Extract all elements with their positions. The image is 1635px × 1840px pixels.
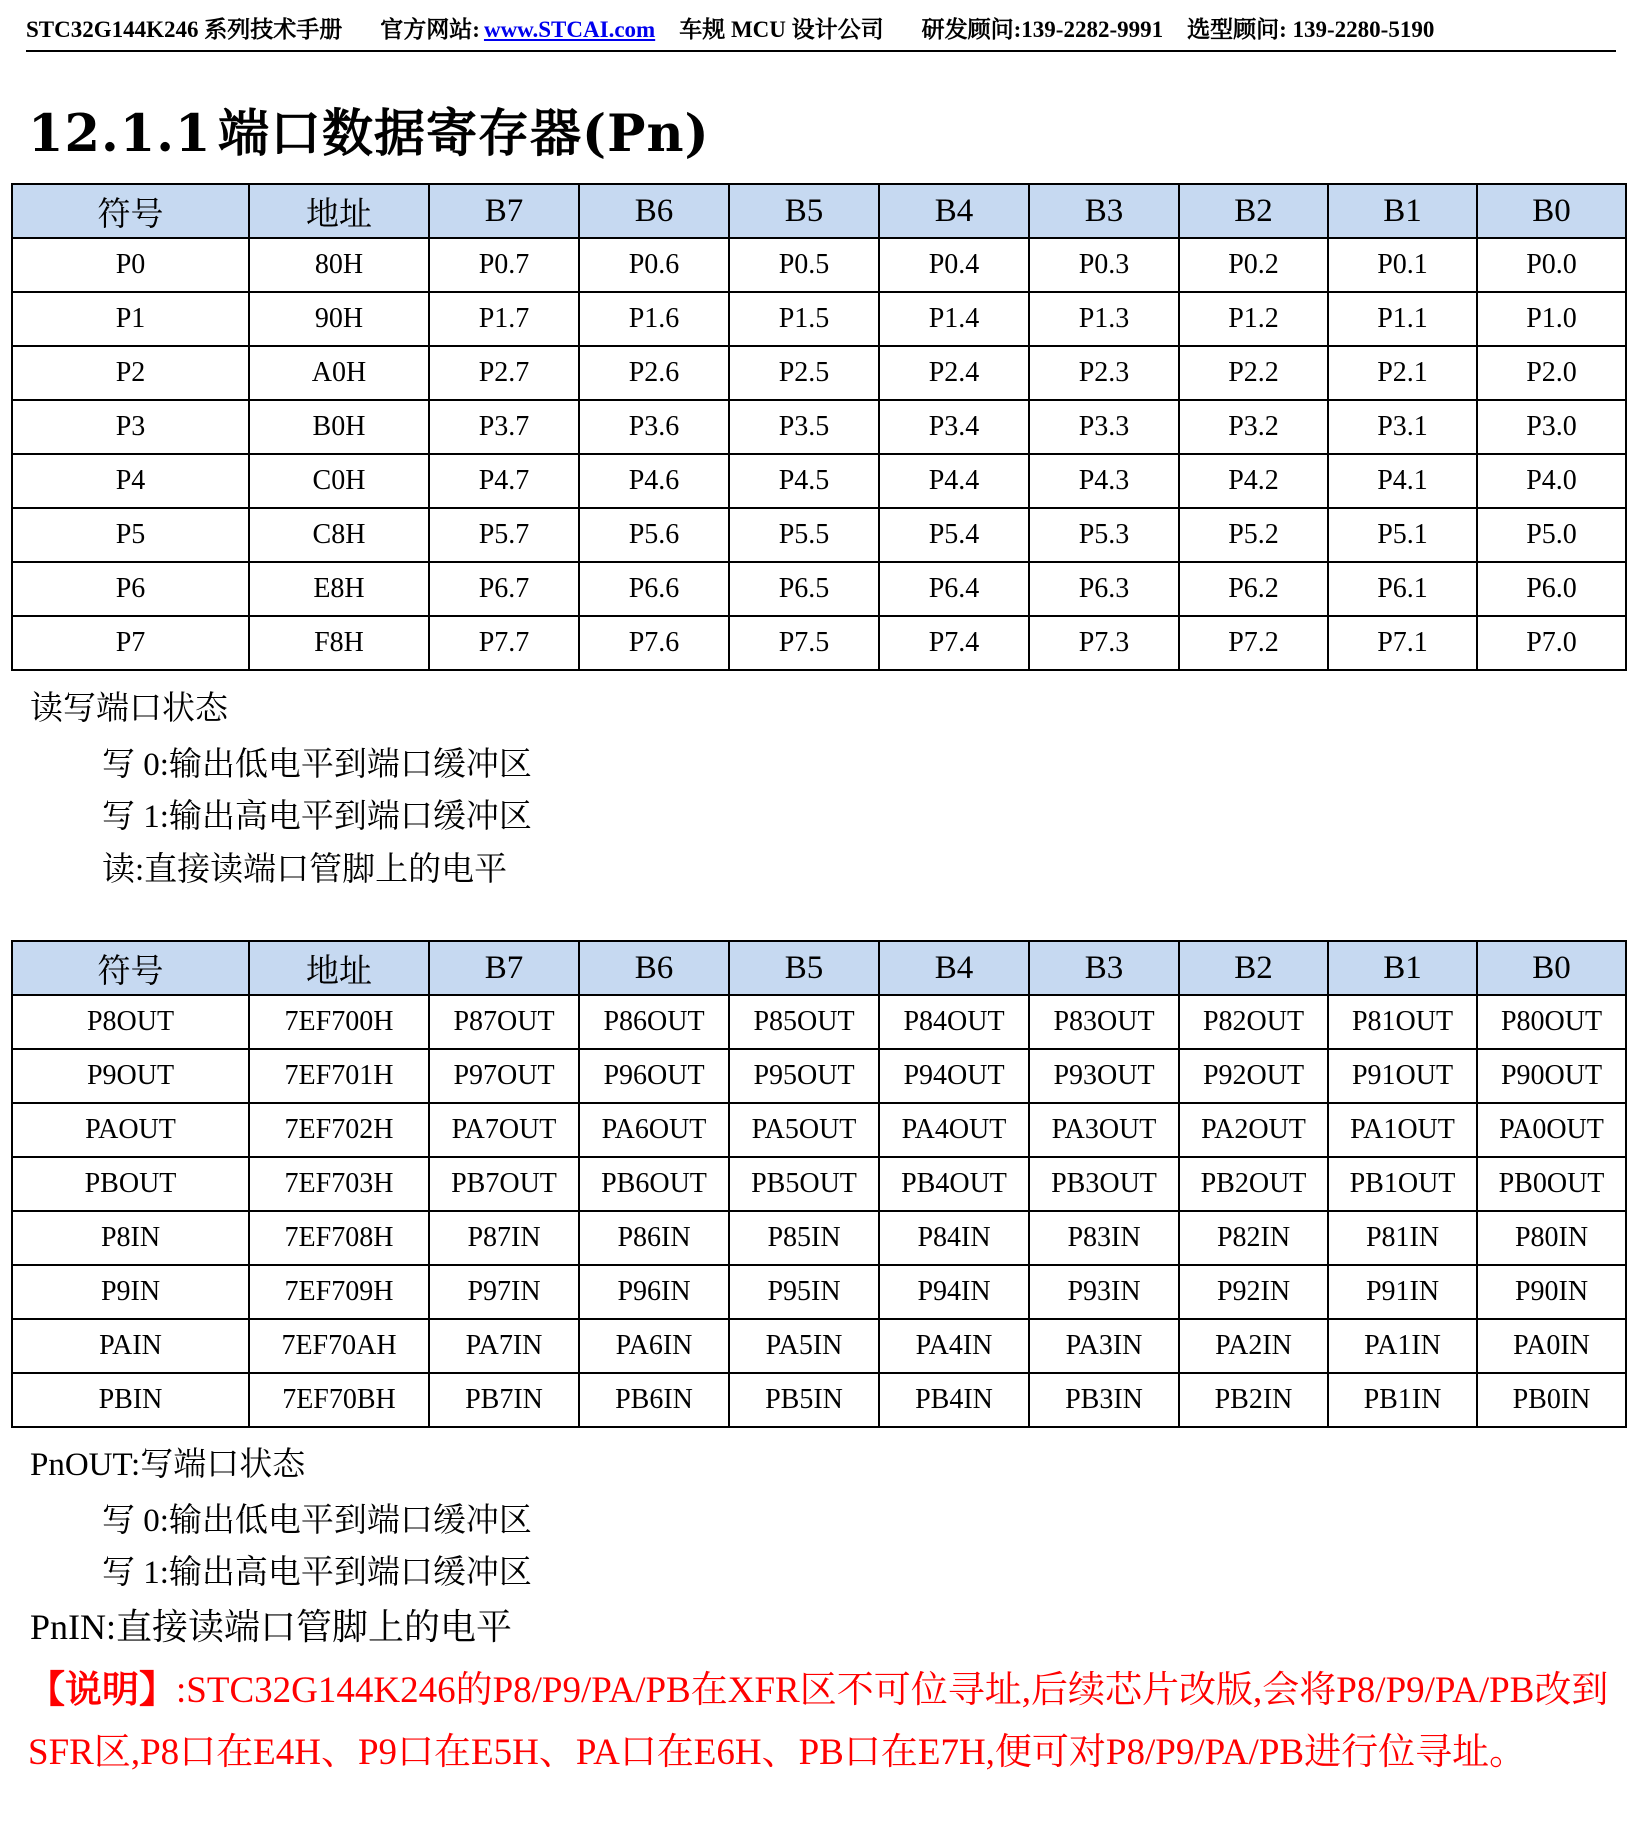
table-cell: PB2OUT (1179, 1157, 1328, 1211)
table-cell: PA4OUT (879, 1103, 1029, 1157)
table-cell: P1.2 (1179, 292, 1328, 346)
table-cell: PB2IN (1179, 1373, 1328, 1427)
desc2-write0: 写 0:输出低电平到端口缓冲区 (102, 1503, 532, 1539)
column-header: 符号 (12, 184, 249, 238)
note-text: :STC32G144K246的P8/P9/PA/PB在XFR区不可位寻址,后续芯片改版,会将P8/P9/PA/PB改到SFR区,P8口在E4H、P9口在E5H、PA口在E6H、PB口在E7H,便可对P8/P9/PA/PB进行位寻址。 (28, 1670, 1609, 1773)
table-cell: PA4IN (879, 1319, 1029, 1373)
table-cell: P6.7 (429, 562, 579, 616)
table-cell: P2.4 (879, 346, 1029, 400)
table-cell: P83OUT (1029, 995, 1179, 1049)
table-cell: P6.3 (1029, 562, 1179, 616)
table-header-row (12, 184, 1626, 238)
table-cell: P5.4 (879, 508, 1029, 562)
table-cell: P2.3 (1029, 346, 1179, 400)
table-cell: P97IN (429, 1265, 579, 1319)
table-cell: P82IN (1179, 1211, 1328, 1265)
table-cell: P6 (12, 562, 249, 616)
table-cell: PA0OUT (1477, 1103, 1626, 1157)
table-cell: P5 (12, 508, 249, 562)
table-cell: PAIN (12, 1319, 249, 1373)
table-cell: 7EF702H (249, 1103, 429, 1157)
table-cell: P1 (12, 292, 249, 346)
column-header: B4 (879, 941, 1029, 995)
table-cell: PA7OUT (429, 1103, 579, 1157)
table-row (12, 508, 1626, 562)
table-cell: PB0OUT (1477, 1157, 1626, 1211)
column-header: B4 (879, 184, 1029, 238)
table-cell: P1.0 (1477, 292, 1626, 346)
table-cell: PA5OUT (729, 1103, 879, 1157)
table-cell: P0.0 (1477, 238, 1626, 292)
table-cell: P2 (12, 346, 249, 400)
table-cell: P85IN (729, 1211, 879, 1265)
table-cell: P4.6 (579, 454, 729, 508)
table-cell: P0.5 (729, 238, 879, 292)
column-header: B1 (1328, 184, 1477, 238)
table-cell: P4.1 (1328, 454, 1477, 508)
table-row (12, 454, 1626, 508)
table-cell: P5.0 (1477, 508, 1626, 562)
table-cell: PA7IN (429, 1319, 579, 1373)
table-cell: P7.6 (579, 616, 729, 670)
column-header: B3 (1029, 184, 1179, 238)
table-row (12, 292, 1626, 346)
table-cell: P80OUT (1477, 995, 1626, 1049)
table-cell: P2.5 (729, 346, 879, 400)
column-header: B0 (1477, 184, 1626, 238)
table-cell: P0.3 (1029, 238, 1179, 292)
section-number: 12.1.1 (28, 104, 212, 164)
table-cell: P86IN (579, 1211, 729, 1265)
table-cell: P92IN (1179, 1265, 1328, 1319)
table-cell: PA6OUT (579, 1103, 729, 1157)
rd-contact: 研发顾问:139-2282-9991 (921, 17, 1164, 42)
table-cell: P3.2 (1179, 400, 1328, 454)
table-cell: P0.7 (429, 238, 579, 292)
table-cell: P7.2 (1179, 616, 1328, 670)
table-cell: P3.5 (729, 400, 879, 454)
table-cell: PB7OUT (429, 1157, 579, 1211)
table-cell: PB5OUT (729, 1157, 879, 1211)
table-cell: P2.7 (429, 346, 579, 400)
table-cell: P3.7 (429, 400, 579, 454)
table-row (12, 238, 1626, 292)
table-cell: P7.7 (429, 616, 579, 670)
table-cell: PB6IN (579, 1373, 729, 1427)
table-cell: P7.5 (729, 616, 879, 670)
table-cell: P92OUT (1179, 1049, 1328, 1103)
column-header: 地址 (249, 184, 429, 238)
table-cell: P9IN (12, 1265, 249, 1319)
table-cell: P4.2 (1179, 454, 1328, 508)
manual-title: STC32G144K246 系列技术手册 (26, 17, 343, 42)
table-cell: 7EF701H (249, 1049, 429, 1103)
table-cell: PB4IN (879, 1373, 1029, 1427)
table-cell: P0.4 (879, 238, 1029, 292)
site-label: 官方网站: (380, 17, 480, 42)
table-cell: P5.3 (1029, 508, 1179, 562)
table-cell: P90OUT (1477, 1049, 1626, 1103)
table-cell: P6.4 (879, 562, 1029, 616)
table-cell: P87OUT (429, 995, 579, 1049)
sel-contact: 选型顾问: 139-2280-5190 (1187, 17, 1435, 42)
table-cell: P83IN (1029, 1211, 1179, 1265)
section-name: 端口数据寄存器(Pn) (218, 104, 710, 164)
table-row (12, 1265, 1626, 1319)
table-cell: PA6IN (579, 1319, 729, 1373)
table-cell: P7.1 (1328, 616, 1477, 670)
table-cell: P7.0 (1477, 616, 1626, 670)
table-cell: P8IN (12, 1211, 249, 1265)
table-cell: P84OUT (879, 995, 1029, 1049)
table-cell: PA2OUT (1179, 1103, 1328, 1157)
port-register-table (11, 183, 1627, 671)
table-cell: 7EF70AH (249, 1319, 429, 1373)
table-cell: P93OUT (1029, 1049, 1179, 1103)
table-cell: 7EF700H (249, 995, 429, 1049)
table-cell: PB4OUT (879, 1157, 1029, 1211)
table-cell: P4.0 (1477, 454, 1626, 508)
table-cell: P0.6 (579, 238, 729, 292)
table-cell: P3.4 (879, 400, 1029, 454)
table-cell: P6.0 (1477, 562, 1626, 616)
table-cell: PA5IN (729, 1319, 879, 1373)
table-cell: P96OUT (579, 1049, 729, 1103)
table-row (12, 616, 1626, 670)
table-cell: 90H (249, 292, 429, 346)
table-cell: P2.2 (1179, 346, 1328, 400)
site-link[interactable]: www.STCAI.com (483, 17, 656, 42)
table-cell: P1.3 (1029, 292, 1179, 346)
table-cell: PB0IN (1477, 1373, 1626, 1427)
table-cell: P6.2 (1179, 562, 1328, 616)
table-cell: P80IN (1477, 1211, 1626, 1265)
table-cell: P94OUT (879, 1049, 1029, 1103)
table-cell: P7.3 (1029, 616, 1179, 670)
column-header: B3 (1029, 941, 1179, 995)
table-cell: P4.7 (429, 454, 579, 508)
table-cell: PB5IN (729, 1373, 879, 1427)
official-site (380, 17, 655, 42)
table-cell: P81OUT (1328, 995, 1477, 1049)
table-cell: P91IN (1328, 1265, 1477, 1319)
column-header: B5 (729, 184, 879, 238)
table-row (12, 1049, 1626, 1103)
table-cell: 7EF703H (249, 1157, 429, 1211)
table-cell: P84IN (879, 1211, 1029, 1265)
table-cell: PB3OUT (1029, 1157, 1179, 1211)
column-header: B1 (1328, 941, 1477, 995)
table-cell: PBIN (12, 1373, 249, 1427)
table-cell: C8H (249, 508, 429, 562)
table-cell: PA1IN (1328, 1319, 1477, 1373)
company-name: 车规 MCU 设计公司 (679, 17, 884, 42)
note-paragraph (28, 1660, 1618, 1784)
table-cell: P8OUT (12, 995, 249, 1049)
desc1-write0: 写 0:输出低电平到端口缓冲区 (102, 747, 532, 783)
table-cell: P86OUT (579, 995, 729, 1049)
table-cell: P97OUT (429, 1049, 579, 1103)
table-cell: PA3IN (1029, 1319, 1179, 1373)
table-cell: PB1OUT (1328, 1157, 1477, 1211)
note-tag: 【说明】 (28, 1670, 176, 1711)
table-cell: P1.6 (579, 292, 729, 346)
table-header-row (12, 941, 1626, 995)
table-cell: PB7IN (429, 1373, 579, 1427)
table-cell: P5.1 (1328, 508, 1477, 562)
table-cell: 7EF70BH (249, 1373, 429, 1427)
table-cell: P81IN (1328, 1211, 1477, 1265)
column-header: B0 (1477, 941, 1626, 995)
desc1-heading: 读写端口状态 (30, 691, 228, 727)
table-cell: PA3OUT (1029, 1103, 1179, 1157)
table-cell: P4.4 (879, 454, 1029, 508)
table-cell: P96IN (579, 1265, 729, 1319)
table-cell: A0H (249, 346, 429, 400)
table-cell: F8H (249, 616, 429, 670)
table-row (12, 562, 1626, 616)
column-header: 符号 (12, 941, 249, 995)
desc2-heading: PnOUT:写端口状态 (30, 1447, 306, 1483)
table-row (12, 400, 1626, 454)
table-cell: E8H (249, 562, 429, 616)
column-header: 地址 (249, 941, 429, 995)
ext-port-register-table (11, 940, 1627, 1428)
table-cell: P1.5 (729, 292, 879, 346)
desc2-read: PnIN:直接读端口管脚上的电平 (30, 1607, 513, 1647)
table-cell: P87IN (429, 1211, 579, 1265)
table-row (12, 346, 1626, 400)
table-cell: P5.7 (429, 508, 579, 562)
table-cell: P5.6 (579, 508, 729, 562)
column-header: B6 (579, 184, 729, 238)
table-cell: P85OUT (729, 995, 879, 1049)
column-header: B2 (1179, 184, 1328, 238)
table-cell: P91OUT (1328, 1049, 1477, 1103)
table-row (12, 1319, 1626, 1373)
table-cell: P0.2 (1179, 238, 1328, 292)
table-cell: P82OUT (1179, 995, 1328, 1049)
table-cell: P1.7 (429, 292, 579, 346)
table-cell: P0.1 (1328, 238, 1477, 292)
table-cell: P9OUT (12, 1049, 249, 1103)
table-cell: P7.4 (879, 616, 1029, 670)
column-header: B2 (1179, 941, 1328, 995)
table-cell: P0 (12, 238, 249, 292)
table-cell: PB3IN (1029, 1373, 1179, 1427)
table-cell: PA1OUT (1328, 1103, 1477, 1157)
table-row (12, 1157, 1626, 1211)
section-title (28, 92, 710, 166)
table-cell: B0H (249, 400, 429, 454)
table-cell: PB6OUT (579, 1157, 729, 1211)
table-cell: P90IN (1477, 1265, 1626, 1319)
table-cell: P5.2 (1179, 508, 1328, 562)
table-cell: P94IN (879, 1265, 1029, 1319)
column-header: B7 (429, 184, 579, 238)
column-header: B5 (729, 941, 879, 995)
table-cell: P6.6 (579, 562, 729, 616)
table-cell: P3 (12, 400, 249, 454)
page-header (26, 12, 1616, 52)
table-cell: P5.5 (729, 508, 879, 562)
table-cell: C0H (249, 454, 429, 508)
table-cell: P4 (12, 454, 249, 508)
column-header: B6 (579, 941, 729, 995)
table-cell: 7EF709H (249, 1265, 429, 1319)
table-cell: P93IN (1029, 1265, 1179, 1319)
column-header: B7 (429, 941, 579, 995)
table-cell: P7 (12, 616, 249, 670)
table-cell: PA2IN (1179, 1319, 1328, 1373)
table-cell: P3.3 (1029, 400, 1179, 454)
table-cell: P6.1 (1328, 562, 1477, 616)
desc1-read: 读:直接读端口管脚上的电平 (102, 852, 508, 888)
table-row (12, 1373, 1626, 1427)
table-cell: PB1IN (1328, 1373, 1477, 1427)
table-cell: PA0IN (1477, 1319, 1626, 1373)
table-cell: P2.0 (1477, 346, 1626, 400)
table-row (12, 1211, 1626, 1265)
table-cell: P95OUT (729, 1049, 879, 1103)
table-cell: PBOUT (12, 1157, 249, 1211)
table-cell: P2.1 (1328, 346, 1477, 400)
table-cell: PAOUT (12, 1103, 249, 1157)
desc2-write1: 写 1:输出高电平到端口缓冲区 (102, 1555, 532, 1591)
table-cell: 80H (249, 238, 429, 292)
table-cell: P6.5 (729, 562, 879, 616)
table-cell: P1.1 (1328, 292, 1477, 346)
table-cell: P4.5 (729, 454, 879, 508)
table-cell: P3.0 (1477, 400, 1626, 454)
table-row (12, 995, 1626, 1049)
table-cell: P95IN (729, 1265, 879, 1319)
table-cell: P4.3 (1029, 454, 1179, 508)
desc1-write1: 写 1:输出高电平到端口缓冲区 (102, 799, 532, 835)
table-cell: 7EF708H (249, 1211, 429, 1265)
table-cell: P2.6 (579, 346, 729, 400)
table-cell: P1.4 (879, 292, 1029, 346)
table-row (12, 1103, 1626, 1157)
table-cell: P3.1 (1328, 400, 1477, 454)
table-cell: P3.6 (579, 400, 729, 454)
